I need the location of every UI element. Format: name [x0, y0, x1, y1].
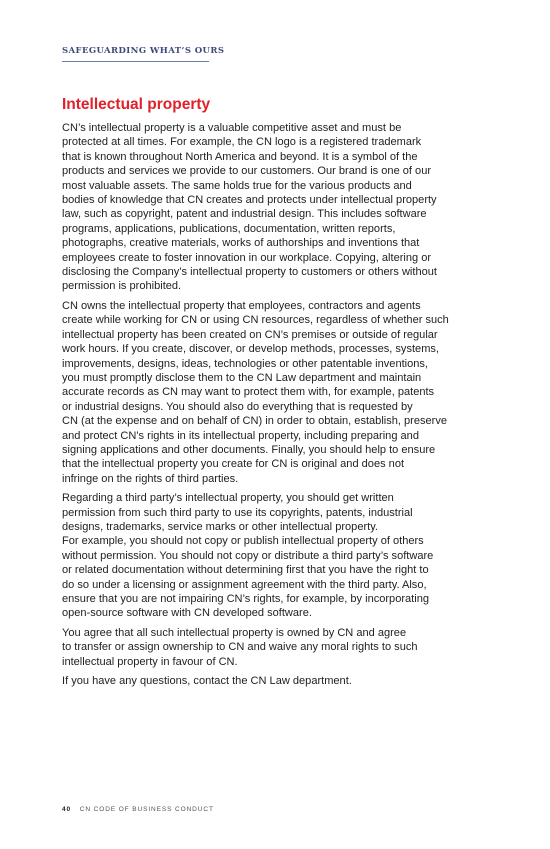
page-heading: Intellectual property [62, 96, 211, 113]
body-text [62, 121, 494, 693]
text-line: infringe on the rights of third parties. [62, 472, 239, 485]
text-line: or related documentation without determining first that you have the right to [62, 564, 429, 577]
page-number: 40 [62, 806, 72, 813]
text-line: disclosing the Company’s intellectual property to customers or others without [62, 266, 437, 279]
text-line: to transfer or assign ownership to CN and waive any moral rights to such [62, 641, 418, 654]
text-line: that the intellectual property you create for CN is original and does not [62, 458, 405, 471]
text-line: You agree that all such intellectual property is owned by CN and agree [62, 626, 407, 639]
text-line: accurate records as CN may want to protect them with, for example, patents [62, 386, 435, 399]
paragraph [62, 491, 494, 621]
text-line: and protect CN’s rights in its intellectual property, including preparing and [62, 429, 419, 442]
text-line: law, such as copyright, patent and industrial design. This includes software [62, 208, 427, 221]
text-line: CN owns the intellectual property that employees, contractors and agents [62, 299, 421, 312]
text-line: If you have any questions, contact the CN Law department. [62, 675, 352, 688]
section-underline [62, 61, 209, 62]
text-line: open-source software with CN developed software. [62, 607, 312, 620]
text-line: permission is prohibited. [62, 280, 182, 293]
text-line: CN (at the expense and on behalf of CN) in order to obtain, establish, preserve [62, 415, 448, 428]
text-line: photographs, creative materials, works of authorships and inventions that [62, 237, 420, 250]
paragraph [62, 674, 494, 688]
text-line: ensure that you are not impairing CN’s rights, for example, by incorporating [62, 593, 429, 605]
text-line: designs, trademarks, service marks or other intellectual property. [62, 520, 378, 533]
paragraph [62, 121, 494, 294]
text-line: create while working for CN or using CN resources, regardless of whether such [62, 314, 449, 327]
text-line: you must promptly disclose them to the CN Law department and maintain [62, 371, 422, 384]
paragraph [62, 626, 494, 669]
text-line: programs, applications, publications, documentation, written reports, [62, 222, 396, 235]
paragraph [62, 299, 494, 486]
text-line: or industrial designs. You should also do everything that is requested by [62, 400, 413, 413]
text-line: intellectual property in favour of CN. [62, 655, 238, 668]
text-line: improvements, designs, ideas, technologies or other patentable inventions, [62, 357, 428, 370]
document-title: CN CODE OF BUSINESS CONDUCT [79, 806, 214, 813]
section-label: SAFEGUARDING WHAT’S OURS [62, 46, 225, 56]
page-footer [62, 806, 214, 813]
text-line: without permission. You should not copy or distribute a third party’s software [62, 549, 434, 562]
text-line: work hours. If you create, discover, or develop methods, processes, systems, [62, 343, 439, 356]
text-line: intellectual property has been created on CN’s premises or outside of regular [62, 328, 438, 341]
text-line: most valuable assets. The same holds true for the various products and [62, 179, 412, 192]
text-line: do so under a licensing or assignment agreement with the third party. Also, [62, 578, 427, 591]
text-line: employees create to foster innovation in our workplace. Copying, altering or [62, 251, 432, 264]
text-line: products and services we provide to our customers. Our brand is one of our [62, 165, 432, 178]
text-line: signing applications and other documents. Finally, you should help to ensure [62, 443, 436, 456]
text-line: that is known throughout North America and beyond. It is a symbol of the [62, 150, 418, 163]
text-line: CN’s intellectual property is a valuable competitive asset and must be [62, 122, 402, 134]
text-line: permission from such third party to use its copyrights, patents, industrial [62, 506, 413, 519]
text-line: bodies of knowledge that CN creates and protects under intellectual property [62, 194, 437, 207]
text-line: For example, you should not copy or publish intellectual property of others [62, 535, 424, 548]
text-line: Regarding a third party’s intellectual property, you should get written [62, 492, 394, 505]
text-line: protected at all times. For example, the CN logo is a registered trademark [62, 136, 422, 149]
